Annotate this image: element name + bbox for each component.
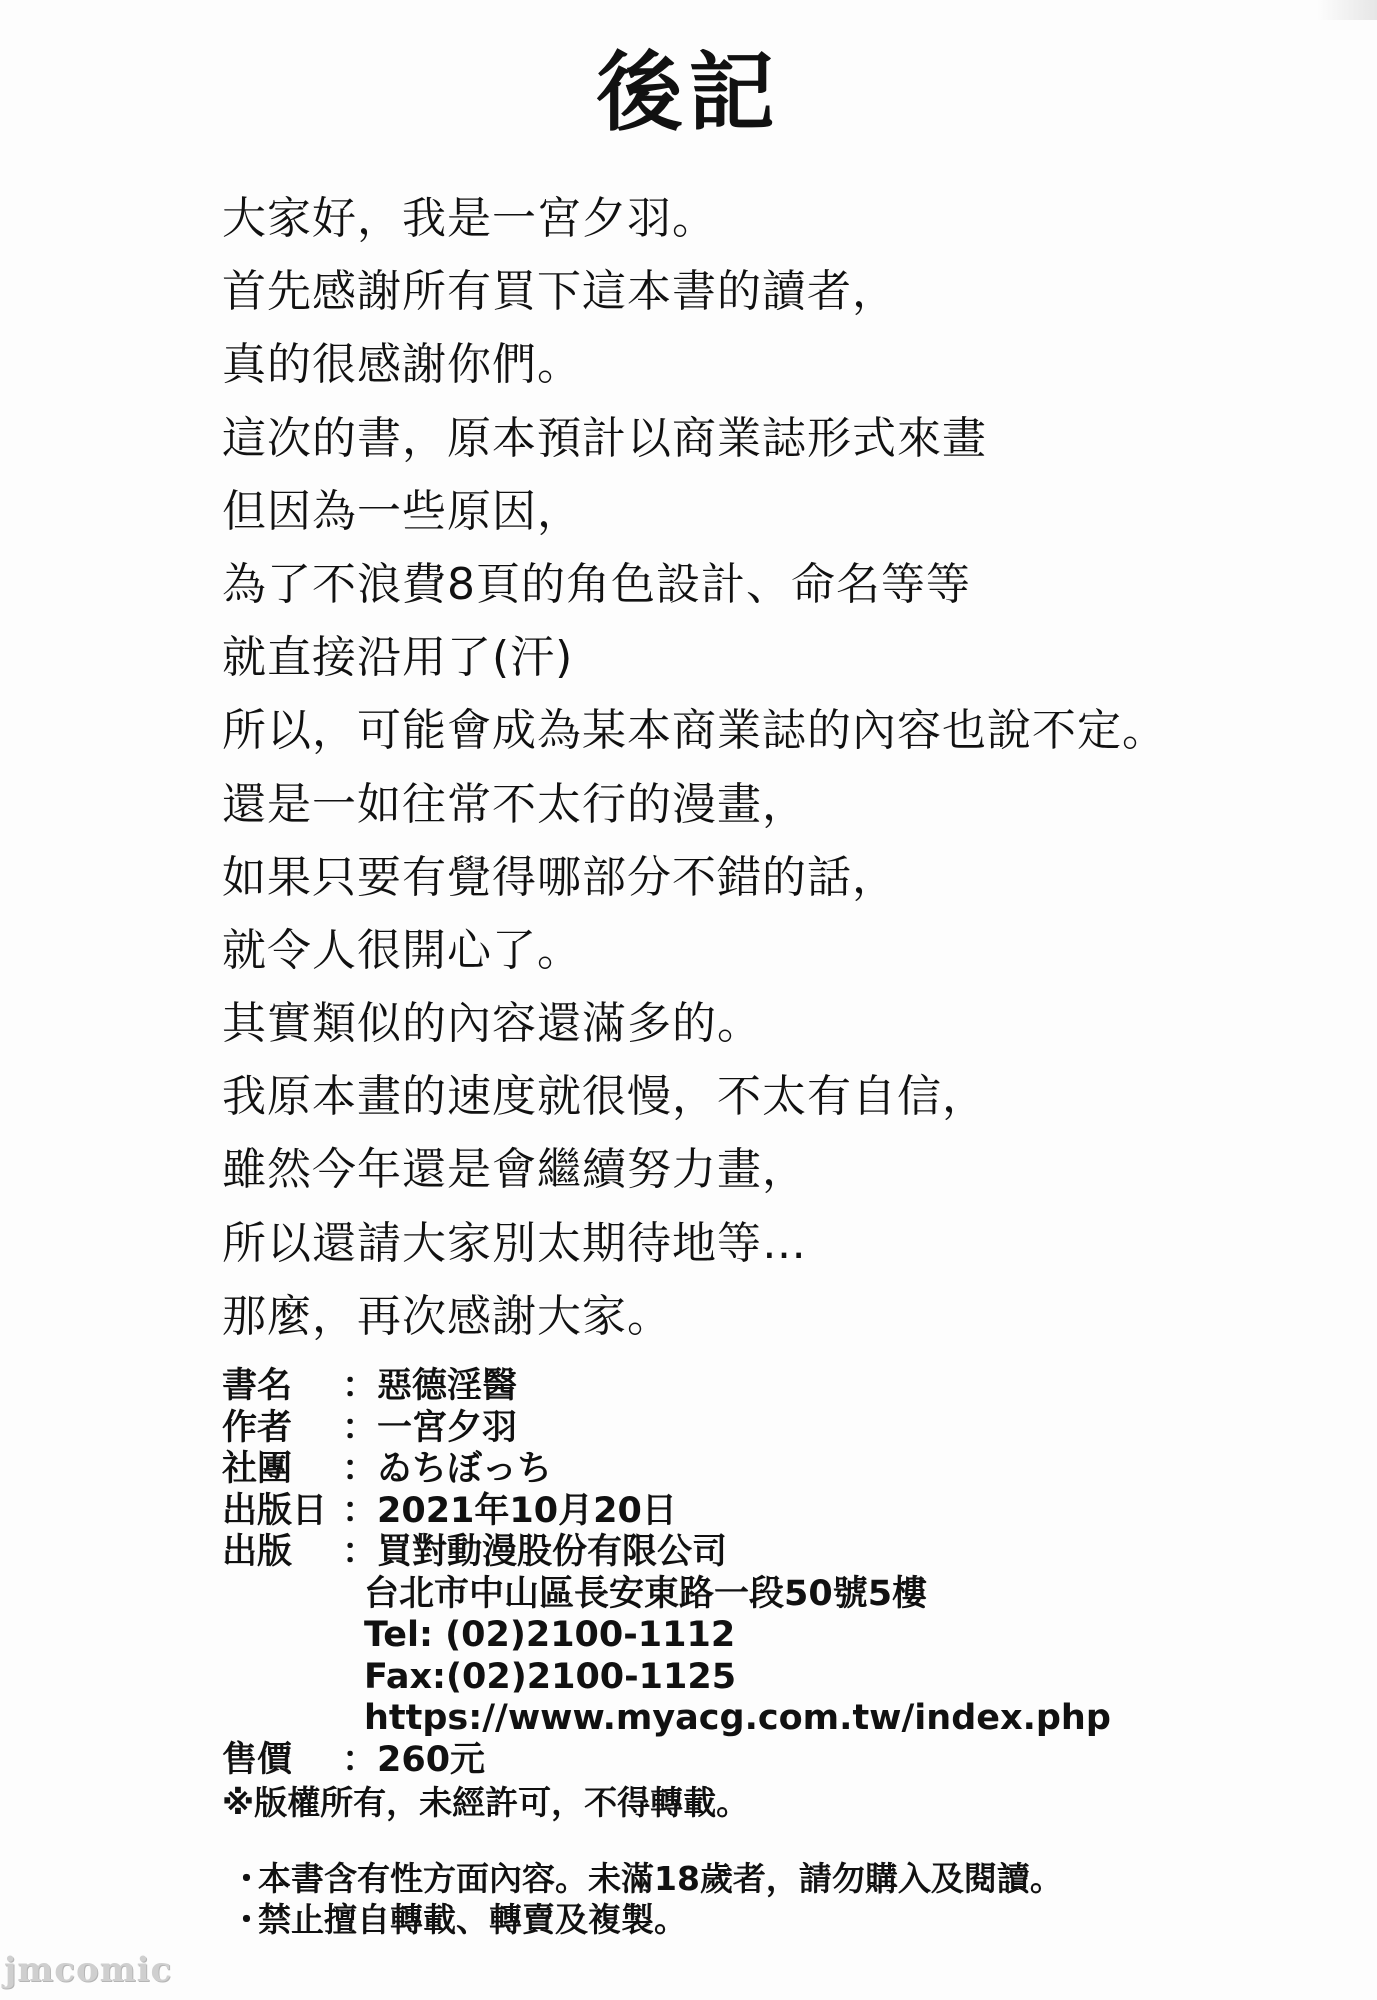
colophon-row-title	[222, 1366, 1322, 1408]
body-line: 但因為一些原因，	[222, 485, 582, 537]
notice-text: 禁止擅自轉載、轉賣及複製。	[258, 1900, 687, 1939]
colophon-label: 出版日	[222, 1490, 328, 1531]
colophon-value: ：惡德淫醫	[342, 1366, 518, 1406]
body-line: 還是一如往常不太行的漫畫，	[222, 778, 807, 830]
body-line: 那麼，再次感謝大家。	[222, 1290, 672, 1342]
publisher-url: https://www.myacg.com.tw/index.php	[364, 1698, 1111, 1738]
publisher-address: 台北市中山區長安東路一段50號5樓	[364, 1573, 928, 1614]
colophon-value: ：260元	[342, 1739, 486, 1780]
notice-item	[230, 1899, 1330, 1940]
body-line: 首先感謝所有買下這本書的讀者，	[222, 266, 897, 318]
page-title: 後記	[596, 43, 781, 143]
colophon-row-publisher	[222, 1532, 1322, 1740]
colophon-value: ：ゐちぼっち	[342, 1449, 553, 1489]
afterword-body	[222, 182, 1342, 1353]
colophon-label: 社團	[222, 1449, 293, 1489]
notices	[230, 1858, 1330, 1940]
body-line: 如果只要有覺得哪部分不錯的話，	[222, 851, 897, 903]
colophon	[222, 1366, 1322, 1825]
body-line: 其實類似的內容還滿多的。	[222, 998, 762, 1050]
body-line: 所以還請大家別太期待地等…	[222, 1217, 807, 1269]
copyright-notice: ※版權所有，未經許可，不得轉載。	[222, 1783, 750, 1822]
colophon-label: 作者	[222, 1407, 293, 1448]
colophon-label: 書名	[222, 1366, 293, 1406]
body-line: 就令人很開心了。	[222, 924, 582, 976]
colophon-row-date	[222, 1491, 1322, 1533]
body-line: 這次的書，原本預計以商業誌形式來畫	[222, 412, 987, 464]
colophon-label: 出版	[222, 1532, 293, 1572]
notice-item	[230, 1858, 1330, 1899]
publisher-fax: Fax:(02)2100-1125	[364, 1656, 737, 1697]
colophon-value: ：2021年10月20日	[342, 1490, 677, 1531]
bullet-icon: ・	[230, 1900, 263, 1939]
colophon-value: ：一宮夕羽	[342, 1407, 518, 1448]
body-line: 大家好，我是一宮夕羽。	[222, 193, 717, 244]
publisher-name: ：買對動漫股份有限公司	[342, 1532, 728, 1572]
colophon-row-price	[222, 1740, 1322, 1782]
notice-text: 本書含有性方面內容。未滿18歲者，請勿購入及閱讀。	[258, 1859, 1063, 1898]
watermark-logo: jmcomic	[4, 1950, 173, 1990]
body-line: 雖然今年還是會繼續努力畫，	[222, 1144, 807, 1196]
scan-corner-shadow	[1317, 0, 1377, 20]
colophon-label: 售價	[222, 1739, 293, 1780]
body-line: 所以，可能會成為某本商業誌的內容也說不定。	[222, 705, 1167, 757]
bullet-icon: ・	[230, 1859, 263, 1898]
colophon-row-circle	[222, 1449, 1322, 1491]
body-line: 就直接沿用了(汗)	[222, 632, 574, 684]
colophon-publisher-block	[342, 1532, 1111, 1740]
body-line: 我原本畫的速度就很慢，不太有自信，	[222, 1071, 987, 1123]
colophon-row-author	[222, 1408, 1322, 1450]
body-line: 為了不浪費8頁的角色設計、命名等等	[222, 558, 971, 610]
publisher-tel: Tel: (02)2100-1112	[364, 1615, 736, 1655]
body-line: 真的很感謝你們。	[222, 339, 582, 391]
